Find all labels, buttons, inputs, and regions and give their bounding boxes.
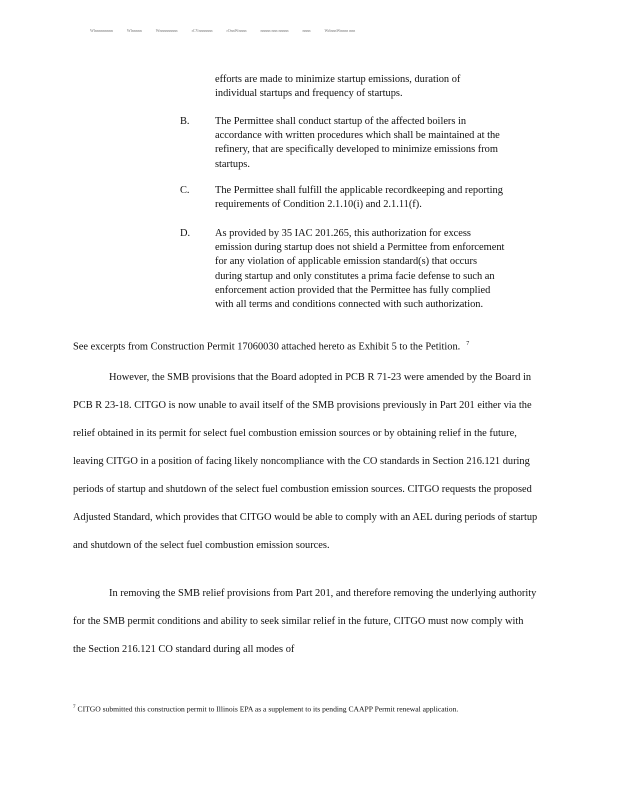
header-text: Wlnnnnn [126, 28, 142, 33]
footnote-text: CITGO submitted this construction permit to Illinois EPA as a supplement to its pending CAAPP Permit renewal application. [77, 704, 459, 714]
footnote-number: 7 [73, 705, 76, 710]
exhibit-reference [73, 337, 538, 354]
list-item-text: The Permittee shall conduct startup of the affected boilers in accordance with written procedures which shall be maintained at the refinery, that are specifically developed to minimize emissions from startups. [215, 116, 500, 170]
footnote-marker[interactable]: 7 [466, 341, 470, 347]
list-item-text: As provided by 35 IAC 201.265, this authorization for excess emission during startup does not shield a Permittee from enforcement for any violation of applicable emission standard(s) that occurs during startup and only constitutes a prima facie defense to such an enforcement action provided that the Permittee has fully complied with all terms and conditions connected with such authorization. [215, 228, 505, 311]
header-text: WrlnnnWnnnn nnn [324, 28, 356, 33]
page-header [90, 28, 490, 36]
body-paragraph: However, the SMB provisions that the Board adopted in PCB R 71-23 were amended by the Board in PCB R 23-18. CITGO is now unable to avail itself of the SMB provisions previously in Part 201 either via the relief obtained in its permit for select fuel combustion emission sources or by obtaining relief in the future, leaving CITGO in a position of facing likely noncompliance with the CO standards in Section 216.121 during periods of startup and shutdown of the select fuel combustion emission sources. CITGO requests the proposed Adjusted Standard, which provides that CITGO would be able to comply with an AEL during periods of startup and shutdown of the select fuel combustion emission sources. [73, 372, 538, 551]
exhibit-reference-text: See excerpts from Construction Permit 17060030 attached hereto as Exhibit 5 to the Petition. [73, 341, 461, 353]
body-paragraph: In removing the SMB relief provisions from Part 201, and therefore removing the underlying authority for the SMB permit conditions and ability to seek similar relief in the future, CITGO must now comply with the Section 216.121 CO standard during all modes of [73, 588, 537, 655]
footnote [73, 703, 543, 715]
header-text: nnnnn nnn nnnnn [260, 28, 289, 33]
header-text: nnnn [302, 28, 311, 33]
header-text: Wlnnnnnnnnn [90, 28, 113, 33]
list-letter: C. [180, 185, 190, 196]
header-text: Wnnnnnnnnn [155, 28, 178, 33]
list-continuation: efforts are made to minimize startup emissions, duration of individual startups and frequency of startups. [215, 74, 461, 100]
list-letter: B. [180, 116, 190, 127]
list-item-text: The Permittee shall fulfill the applicable recordkeeping and reporting requirements of Condition 2.1.10(i) and 2.1.11(f). [215, 185, 503, 211]
header-text: rCVnnnnnnn [191, 28, 213, 33]
list-letter: D. [180, 228, 191, 239]
header-text: rOnnWnnnn [226, 28, 247, 33]
